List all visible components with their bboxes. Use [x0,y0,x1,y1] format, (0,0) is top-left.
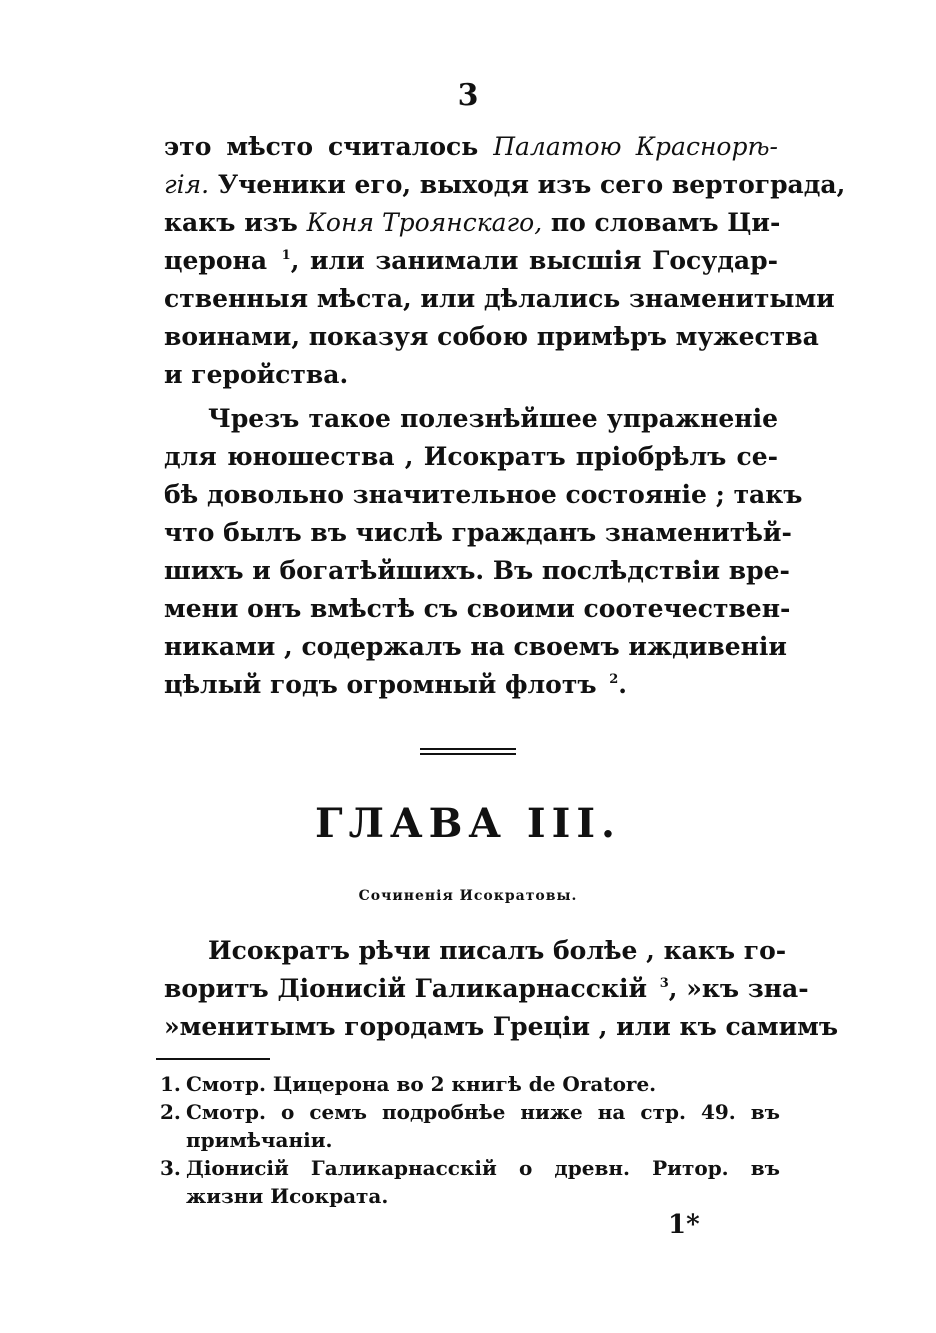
paragraph-3-line-2: воритъ Діонисій Галикарнасскій $^3$, »къ зна- [164,974,809,1003]
paragraph-2-line-6: мени онъ вмѣстѣ съ своими соотечествен- [164,594,791,623]
paragraph-3-line-3: »менитымъ городамъ Греціи , или къ самимъ [164,1012,839,1041]
paragraph-1-line-4: церона $^1$, или занимали высшія Государ- [164,246,778,275]
footnote-text: Смотр. о семъ подробнѣе ниже на стр. 49. въ [186,1100,780,1124]
paragraph-2-line-4: что былъ въ числѣ гражданъ знаменитѣй- [164,518,792,547]
chapter-subtitle: Сочиненія Исократовы. [358,888,578,904]
footnote-text: жизни Исократа. [186,1184,389,1208]
page-number: 3 [457,78,479,113]
paragraph-2-line-7: никами , содержалъ на своемъ иждивеніи [164,632,787,661]
footnote-text: примѣчаніи. [186,1128,333,1152]
section-divider [420,748,516,758]
paragraph-1-line-5: ственныя мѣста, или дѣлались знаменитыми [164,284,835,313]
footnote-number: 3. [160,1156,181,1180]
signature-mark: 1* [668,1210,700,1240]
footnote-text: Діонисій Галикарнасскій о древн. Ритор. въ [186,1156,780,1180]
paragraph-1-line-3: какъ изъ Коня Троянскаго, по словамъ Ци- [164,208,781,237]
footnote-text: Смотр. Цицерона во 2 книгѣ de Oratore. [186,1072,657,1096]
footnote-3 [160,1154,780,1210]
footnote-ref-3: 3 [659,976,669,991]
footnote-ref-2: 2 [609,672,619,687]
paragraph-2 [164,400,803,704]
paragraph-1 [164,128,846,394]
footnote-2 [160,1098,780,1154]
paragraph-1-line-2: гія. Ученики его, выходя изъ сего вертограда, [164,170,846,199]
paragraph-1-line-1: это мѣсто считалось Палатою Краснорѣ- [164,132,778,161]
paragraph-1-line-7: и геройства. [164,360,349,389]
paragraph-2-line-1: Чрезъ такое полезнѣйшее упражненіе [208,404,778,433]
paragraph-2-line-8: цѣлый годъ огромный флотъ $^2$. [164,670,627,699]
chapter-title: ГЛАВА III. [315,800,621,847]
paragraph-2-line-3: бѣ довольно значительное состояніе ; такъ [164,480,803,509]
footnote-number: 2. [160,1100,181,1124]
paragraph-2-line-5: шихъ и богатѣйшихъ. Въ послѣдствіи вре- [164,556,790,585]
footnote-number: 1. [160,1072,181,1096]
paragraph-1-line-6: воинами, показуя собою примѣръ мужества [164,322,819,351]
footnote-1 [160,1070,780,1098]
footnote-ref-1: 1 [281,248,291,263]
paragraph-3-line-1: Исократъ рѣчи писалъ болѣе , какъ го- [208,936,787,965]
paragraph-2-line-2: для юношества , Исократъ пріобрѣлъ се- [164,442,778,471]
footnotes [160,1070,780,1210]
footnote-rule [156,1058,270,1060]
paragraph-3 [164,932,839,1046]
